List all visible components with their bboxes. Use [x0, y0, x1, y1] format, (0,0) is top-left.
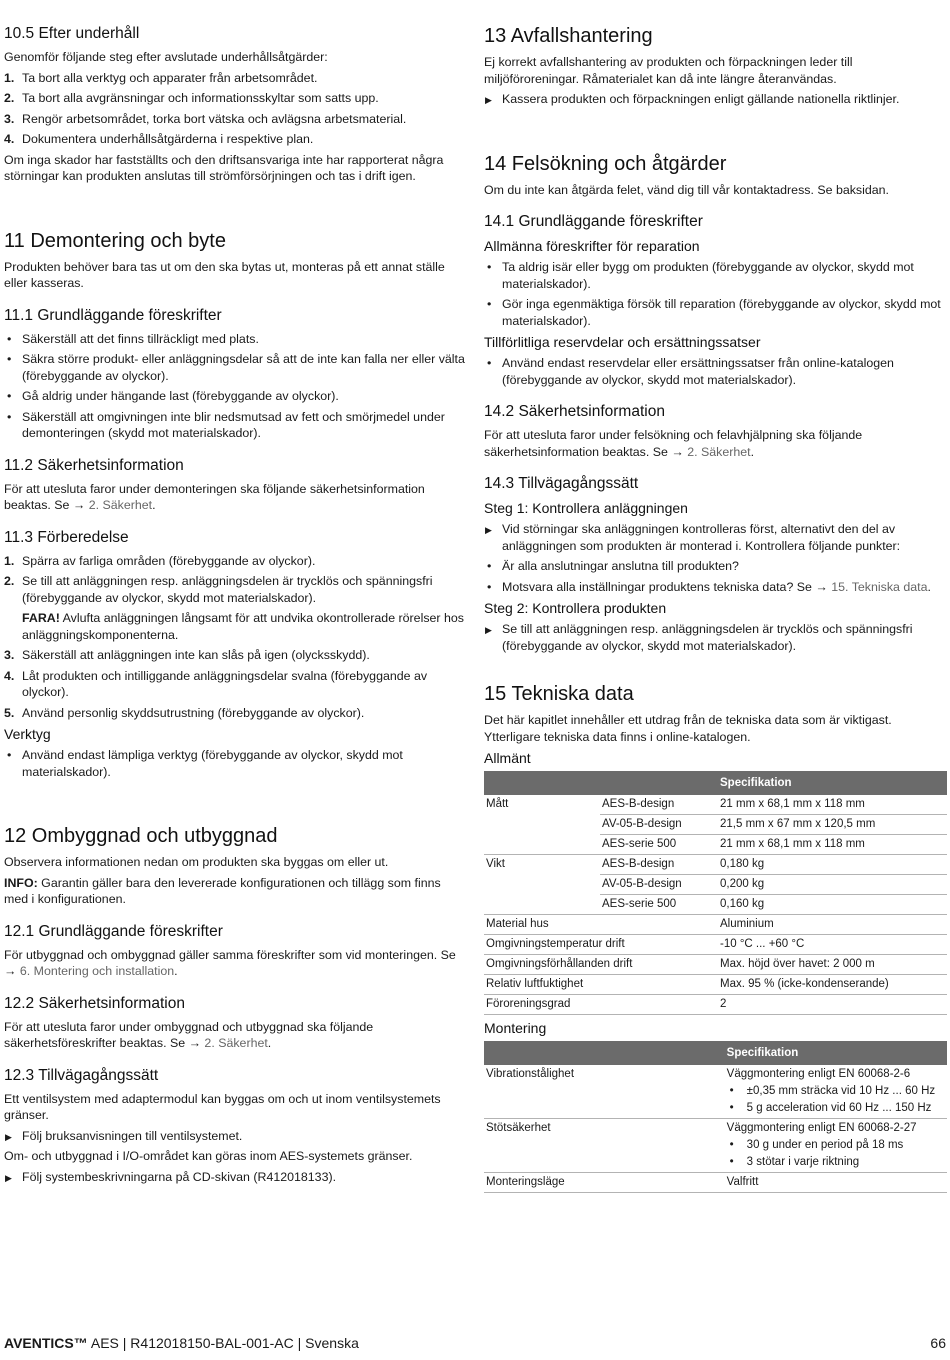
section-heading: 11.2 Säkerhetsinformation: [4, 456, 184, 474]
bullet-list: [727, 1084, 945, 1116]
paragraph: För att utesluta faror under felsökning och felavhjälpning ska följande säkerhetsinformation beaktas. Se → 2. Säkerhet.: [484, 428, 863, 459]
section-13: [484, 24, 947, 108]
bullet-list: [484, 355, 947, 388]
instruction-list: [4, 1169, 466, 1186]
table-row: AV-05-B-design 21,5 mm x 67 mm x 120,5 mm: [484, 815, 947, 835]
section-heading: 12.3 Tillvägagångssätt: [4, 1066, 159, 1084]
list-item: 2. Se till att anläggningen resp. anläggningsdelen är trycklös och spänningsfri (förebyggande av olyckor, skydd mot materialskador).: [4, 574, 433, 605]
subheading: Steg 2: Kontrollera produkten: [484, 600, 667, 616]
arrow-icon: →: [188, 1036, 201, 1050]
cross-reference-link[interactable]: 2. Säkerhet: [687, 444, 751, 459]
info-note: INFO: Garantin gäller bara den levererade konfigurationen och tillägg som finns med i konfigurationen.: [4, 875, 441, 906]
arrow-icon: →: [72, 498, 86, 512]
list-item: 4. Låt produkten och intilliggande anläggningsdelar svalna (förebyggande av olyckor).: [4, 668, 428, 699]
arrow-icon: →: [671, 444, 684, 459]
numbered-list: [4, 70, 466, 148]
table-row: Vibrationstålighet Väggmontering enligt EN 60068-2-6 • ±0,35 mm sträcka vid 10 Hz ... 60 Hz • 5 g acceleration vid 60 Hz ... 150 Hz: [484, 1065, 947, 1119]
section-14-1: [484, 212, 947, 388]
section-11: [4, 229, 466, 292]
list-item: 2. Ta bort alla avgränsningar och informationsskyltar som satts upp.: [4, 91, 379, 105]
paragraph: Ej korrekt avfallshantering av produkten och förpackningen leder till miljöföroreningar. Råmaterialet kan då inte längre återanvändas.: [484, 55, 853, 86]
section-heading: 14.1 Grundläggande föreskrifter: [484, 213, 703, 230]
chapter-heading: 14 Felsökning och åtgärder: [484, 152, 727, 175]
instruction-item: ▶ Se till att anläggningen resp. anläggningsdelen är trycklös och spänningsfri (förebyggande av olyckor, skydd mot materialskador).: [484, 621, 947, 654]
paragraph: Observera informationen nedan om produkten ska byggas om eller ut.: [4, 855, 389, 869]
instruction-item: ▶ Följ systembeskrivningarna på CD-skivan (R412018133).: [4, 1169, 466, 1186]
section-heading: 12.1 Grundläggande föreskrifter: [4, 922, 223, 940]
chapter-heading: 13 Avfallshantering: [484, 25, 653, 47]
table-row: Relativ luftfuktighet Max. 95 % (icke-kondenserande): [484, 975, 947, 995]
paragraph: Om inga skador har fastställts och den driftsansvariga inte har rapporterat några störningar kan produkten anslutas till strömförsörjningen och tas i drift igen.: [4, 152, 444, 183]
table-row: Mått AES-B-design 21 mm x 68,1 mm x 118 mm: [484, 795, 947, 815]
section-heading: 11.3 Förberedelse: [4, 528, 129, 546]
paragraph: Produkten behöver bara tas ut om den ska bytas ut, monteras på ett annat ställe eller kasseras.: [4, 259, 445, 290]
numbered-list: [4, 647, 466, 721]
instruction-item: ▶ Följ bruksanvisningen till ventilsystemet.: [4, 1128, 466, 1145]
instruction-list: [4, 1128, 466, 1145]
bullet-list: [4, 747, 466, 780]
list-item: • ±0,35 mm sträcka vid 10 Hz ... 60 Hz: [727, 1084, 945, 1099]
left-column: [4, 24, 466, 1189]
section-11-3: [4, 528, 466, 781]
table-header: Specifikation: [725, 1041, 947, 1065]
paragraph: Om- och utbyggnad i I/O-området kan göras inom AES-systemets gränser.: [4, 1149, 413, 1163]
chapter-heading: 12 Ombyggnad och utbyggnad: [4, 825, 278, 847]
subheading: Tillförlitliga reservdelar och ersättningssatser: [484, 334, 761, 350]
cross-reference-link[interactable]: 2. Säkerhet: [88, 498, 153, 512]
section-heading: 12.2 Säkerhetsinformation: [4, 994, 185, 1012]
bullet-list: [4, 331, 466, 442]
list-item: • Motsvara alla inställningar produktens tekniska data? Se → 15. Tekniska data.: [484, 579, 947, 596]
list-item: • Använd endast reservdelar eller ersättningssatser från online-katalogen (förebyggande av olyckor, skydd mot materialskador).: [484, 355, 947, 388]
list-item: • 5 g acceleration vid 60 Hz ... 150 Hz: [727, 1101, 945, 1116]
section-heading: 11.1 Grundläggande föreskrifter: [4, 306, 222, 324]
arrow-icon: →: [4, 964, 17, 978]
table-header-row: [484, 1041, 947, 1065]
bullet-list: [484, 558, 947, 595]
instruction-list: [484, 521, 947, 554]
section-11-1: [4, 306, 466, 442]
instruction-list: [484, 91, 947, 108]
section-12-3: [4, 1066, 466, 1186]
danger-note: FARA! Avlufta anläggningen långsamt för att undvika okontrollerade rörelser hos anläggningskomponenterna.: [22, 611, 464, 642]
list-item: 4. Dokumentera underhållsåtgärderna i respektive plan.: [4, 132, 314, 146]
table-row: Vikt AES-B-design 0,180 kg: [484, 855, 947, 875]
table-row: Omgivningsförhållanden drift Max. höjd över havet: 2 000 m: [484, 955, 947, 975]
list-item: 3. Rengör arbetsområdet, torka bort vätska och avlägsna arbetsmaterial.: [4, 111, 407, 126]
instruction-item: ▶ Vid störningar ska anläggningen kontrolleras först, alternativt den del av anläggningen som produkten är monterad i. Kontrollera följande punkter:: [484, 521, 947, 554]
cross-reference-link[interactable]: 2. Säkerhet: [204, 1036, 268, 1050]
list-item: • Säkra större produkt- eller anläggningsdelar så att de inte kan falla ner eller välta (förebyggande av olyckor).: [4, 351, 466, 384]
page-footer: [4, 1334, 946, 1352]
table-row: AES-serie 500 21 mm x 68,1 mm x 118 mm: [484, 835, 947, 855]
table-row: Omgivningstemperatur drift -10 °C ... +60 °C: [484, 935, 947, 955]
right-column: [484, 24, 947, 1197]
subheading: Allmänna föreskrifter för reparation: [484, 238, 700, 254]
bullet-list: [484, 259, 947, 329]
section-14: [484, 152, 947, 199]
list-item: • Säkerställ att det finns tillräckligt med plats.: [4, 331, 466, 348]
table-row: Föroreningsgrad 2: [484, 995, 947, 1015]
table-header-row: [484, 771, 947, 795]
cross-reference-link[interactable]: 15. Tekniska data: [831, 579, 928, 594]
general-spec-table: [484, 771, 947, 1015]
list-item: • Gå aldrig under hängande last (förebyggande av olyckor).: [4, 388, 466, 405]
list-item: 1. Spärra av farliga områden (förebyggande av olyckor).: [4, 553, 316, 568]
document-id: AES | R412018150-BAL-001-AC | Svenska: [87, 1335, 359, 1351]
list-item: • Använd endast lämpliga verktyg (förebyggande av olyckor, skydd mot materialskador).: [4, 747, 466, 780]
paragraph: För att utesluta faror under ombyggnad och utbyggnad ska följande säkerhetsföreskrifter beaktas. Se → 2. Säkerhet.: [4, 1019, 374, 1050]
paragraph: Ett ventilsystem med adaptermodul kan byggas om och ut inom ventilsystemets gränser.: [4, 1091, 441, 1122]
instruction-list: [484, 621, 947, 654]
table-row: AES-serie 500 0,160 kg: [484, 895, 947, 915]
paragraph: Det här kapitlet innehåller ett utdrag från de tekniska data som är viktigast. Ytterligare tekniska data finns i online-katalogen.: [484, 713, 892, 744]
section-heading: 10.5 Efter underhåll: [4, 25, 140, 42]
table-row: Monteringsläge Valfritt: [484, 1173, 947, 1193]
section-heading: 14.3 Tillvägagångssätt: [484, 475, 639, 492]
subheading: Steg 1: Kontrollera anläggningen: [484, 500, 688, 516]
instruction-item: ▶ Kassera produkten och förpackningen enligt gällande nationella riktlinjer.: [484, 91, 947, 108]
subheading: Verktyg: [4, 726, 51, 742]
section-heading: 14.2 Säkerhetsinformation: [484, 403, 665, 420]
table-header: Specifikation: [718, 771, 947, 795]
section-11-2: [4, 456, 466, 514]
list-item: • 30 g under en period på 18 ms: [727, 1138, 945, 1153]
chapter-heading: 15 Tekniska data: [484, 683, 634, 705]
subheading: Allmänt: [484, 750, 531, 766]
list-item: • Säkerställ att omgivningen inte blir nedsmutsad av fett och smörjmedel under demonteringen (skydd mot materialskador).: [4, 409, 466, 442]
table-row: AV-05-B-design 0,200 kg: [484, 875, 947, 895]
section-10-5: [4, 24, 466, 185]
list-item: • Är alla anslutningar anslutna till produkten?: [484, 558, 947, 575]
numbered-list: [4, 553, 466, 607]
paragraph: För utbyggnad och ombyggnad gäller samma föreskrifter som vid monteringen. Se → 6. Montering och installation.: [4, 947, 456, 978]
list-item: • 3 stötar i varje riktning: [727, 1155, 945, 1170]
paragraph: För att utesluta faror under demonteringen ska följande säkerhetsinformation beaktas. Se → 2. Säkerhet.: [4, 481, 425, 512]
table-row: Stötsäkerhet Väggmontering enligt EN 60068-2-27 • 30 g under en period på 18 ms • 3 stötar i varje riktning: [484, 1119, 947, 1173]
bullet-list: [727, 1138, 945, 1170]
section-12-1: [4, 922, 466, 980]
list-item: • Gör inga egenmäktiga försök till reparation (förebyggande av olyckor, skydd mot materialskador).: [484, 296, 947, 329]
table-row: Material hus Aluminium: [484, 915, 947, 935]
section-12: [4, 824, 466, 908]
cross-reference-link[interactable]: 6. Montering och installation: [19, 964, 175, 978]
list-item: 5. Använd personlig skyddsutrustning (förebyggande av olyckor).: [4, 705, 365, 720]
paragraph: Genomför följande steg efter avslutade underhållsåtgärder:: [4, 50, 328, 64]
list-item: • Ta aldrig isär eller bygg om produkten (förebyggande av olyckor, skydd mot materialskador).: [484, 259, 947, 292]
chapter-heading: 11 Demontering och byte: [4, 229, 226, 252]
paragraph: Om du inte kan åtgärda felet, vänd dig till vår kontaktadress. Se baksidan.: [484, 182, 889, 197]
section-14-3: [484, 474, 947, 654]
list-item: 1. Ta bort alla verktyg och apparater från arbetsområdet.: [4, 70, 318, 85]
page-number: 66: [930, 1335, 946, 1351]
section-12-2: [4, 994, 466, 1052]
arrow-icon: →: [815, 579, 828, 594]
section-15: [484, 682, 947, 1193]
list-item: 3. Säkerställ att anläggningen inte kan slås på igen (olycksskydd).: [4, 648, 370, 662]
mounting-spec-table: [484, 1041, 947, 1193]
subheading: Montering: [484, 1020, 547, 1036]
brand-name: AVENTICS™: [4, 1335, 88, 1351]
section-14-2: [484, 402, 947, 460]
